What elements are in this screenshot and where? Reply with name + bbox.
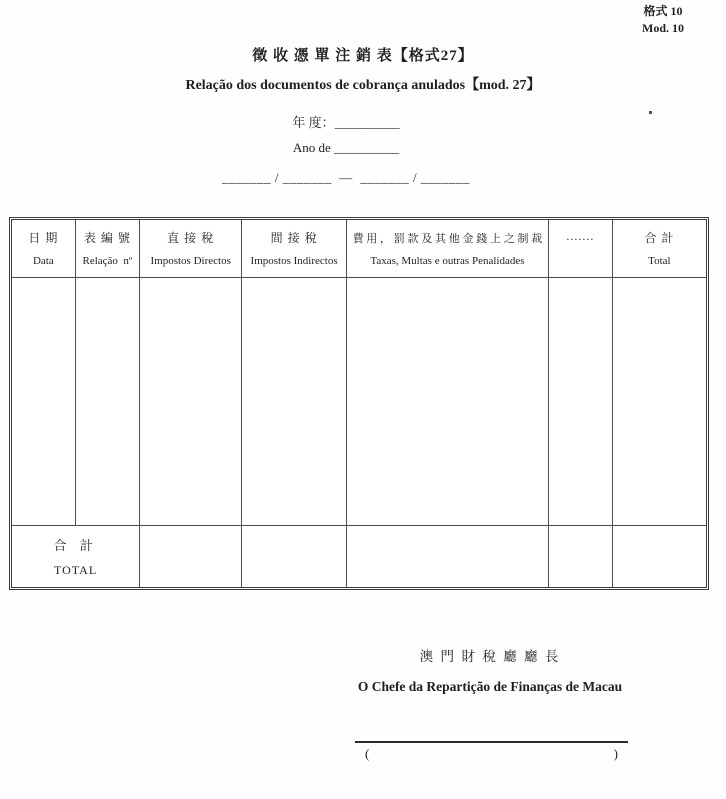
body-cell-dots	[548, 277, 612, 525]
col-header-total-zh: 合 計	[644, 231, 675, 246]
total-label-pt: TOTAL	[54, 562, 98, 577]
col-header-relation-no-pt: Relação nº	[82, 255, 133, 268]
year-label-zh: 年 度：	[292, 115, 335, 130]
body-cell-relation-no	[75, 277, 140, 525]
signatory-block	[254, 645, 726, 695]
col-header-dots	[548, 220, 612, 277]
page-title-zh: 徵 收 憑 單 注 銷 表【格式27】	[252, 48, 474, 64]
total-cell-penalties	[346, 525, 548, 587]
body-cell-penalties	[346, 277, 548, 525]
year-field-zh	[0, 112, 692, 131]
col-header-penalties	[346, 220, 548, 277]
period-range-line: _______ / _______ — _______ / _______	[222, 170, 470, 185]
year-field-pt	[0, 140, 692, 156]
col-header-direct-taxes	[140, 220, 242, 277]
body-cell-date	[12, 277, 75, 525]
body-cell-indirect-taxes	[242, 277, 347, 525]
year-block	[0, 112, 692, 186]
total-label-cell	[12, 525, 140, 587]
col-header-penalties-pt: Taxas, Multas e outras Penalidades	[370, 254, 525, 267]
col-header-indirect-taxes	[242, 220, 347, 277]
total-cell-total	[612, 525, 706, 587]
col-header-dots-label: .......	[566, 229, 595, 244]
signatory-title-pt: O Chefe da Repartição de Finanças de Macau	[357, 679, 623, 694]
page-title-pt: Relação dos documentos de cobrança anulados【mod. 27】	[185, 78, 541, 93]
table-header-row	[12, 220, 706, 277]
col-header-date-pt: Data	[32, 255, 54, 268]
paren-open: (	[365, 746, 370, 761]
form-code-zh: 格式 10	[643, 4, 683, 18]
total-cell-indirect-taxes	[242, 525, 347, 587]
col-header-date-zh: 日 期	[28, 231, 59, 246]
cancellation-table-wrapper	[9, 217, 709, 590]
year-blank-zh: __________	[334, 115, 400, 130]
year-blank-pt: __________	[334, 140, 400, 155]
col-header-relation-no	[75, 220, 140, 277]
year-label-pt: Ano de	[292, 140, 335, 155]
col-header-date	[12, 220, 75, 277]
total-cell-dots	[548, 525, 612, 587]
total-label-zh: 合 計	[53, 537, 98, 553]
col-header-indirect-taxes-pt: Impostos Indirectos	[250, 255, 338, 268]
signatory-title-zh: 澳 門 財 稅 廳 廳 長	[419, 649, 561, 664]
total-cell-direct-taxes	[140, 525, 242, 587]
col-header-total-pt: Total	[648, 255, 671, 268]
col-header-penalties-zh: 費 用 ， 罰 款 及 其 他 金 錢 上 之 制 裁	[352, 232, 543, 245]
signature-paren-row	[355, 743, 628, 762]
table-body-row	[12, 277, 706, 525]
paren-close: )	[613, 746, 618, 761]
title-block	[0, 44, 726, 94]
body-cell-direct-taxes	[140, 277, 242, 525]
col-header-direct-taxes-zh: 直 接 稅	[167, 231, 215, 246]
col-header-indirect-taxes-zh: 間 接 稅	[270, 231, 318, 246]
col-header-direct-taxes-pt: Impostos Directos	[150, 255, 231, 268]
signature-line	[355, 741, 628, 762]
form-code	[628, 3, 698, 37]
body-cell-total	[612, 277, 706, 525]
table-total-row	[12, 525, 706, 587]
cancellation-table	[12, 220, 706, 587]
col-header-total	[612, 220, 706, 277]
form-code-pt: Mod. 10	[642, 21, 684, 35]
col-header-relation-no-zh: 表 編 號	[83, 231, 131, 246]
